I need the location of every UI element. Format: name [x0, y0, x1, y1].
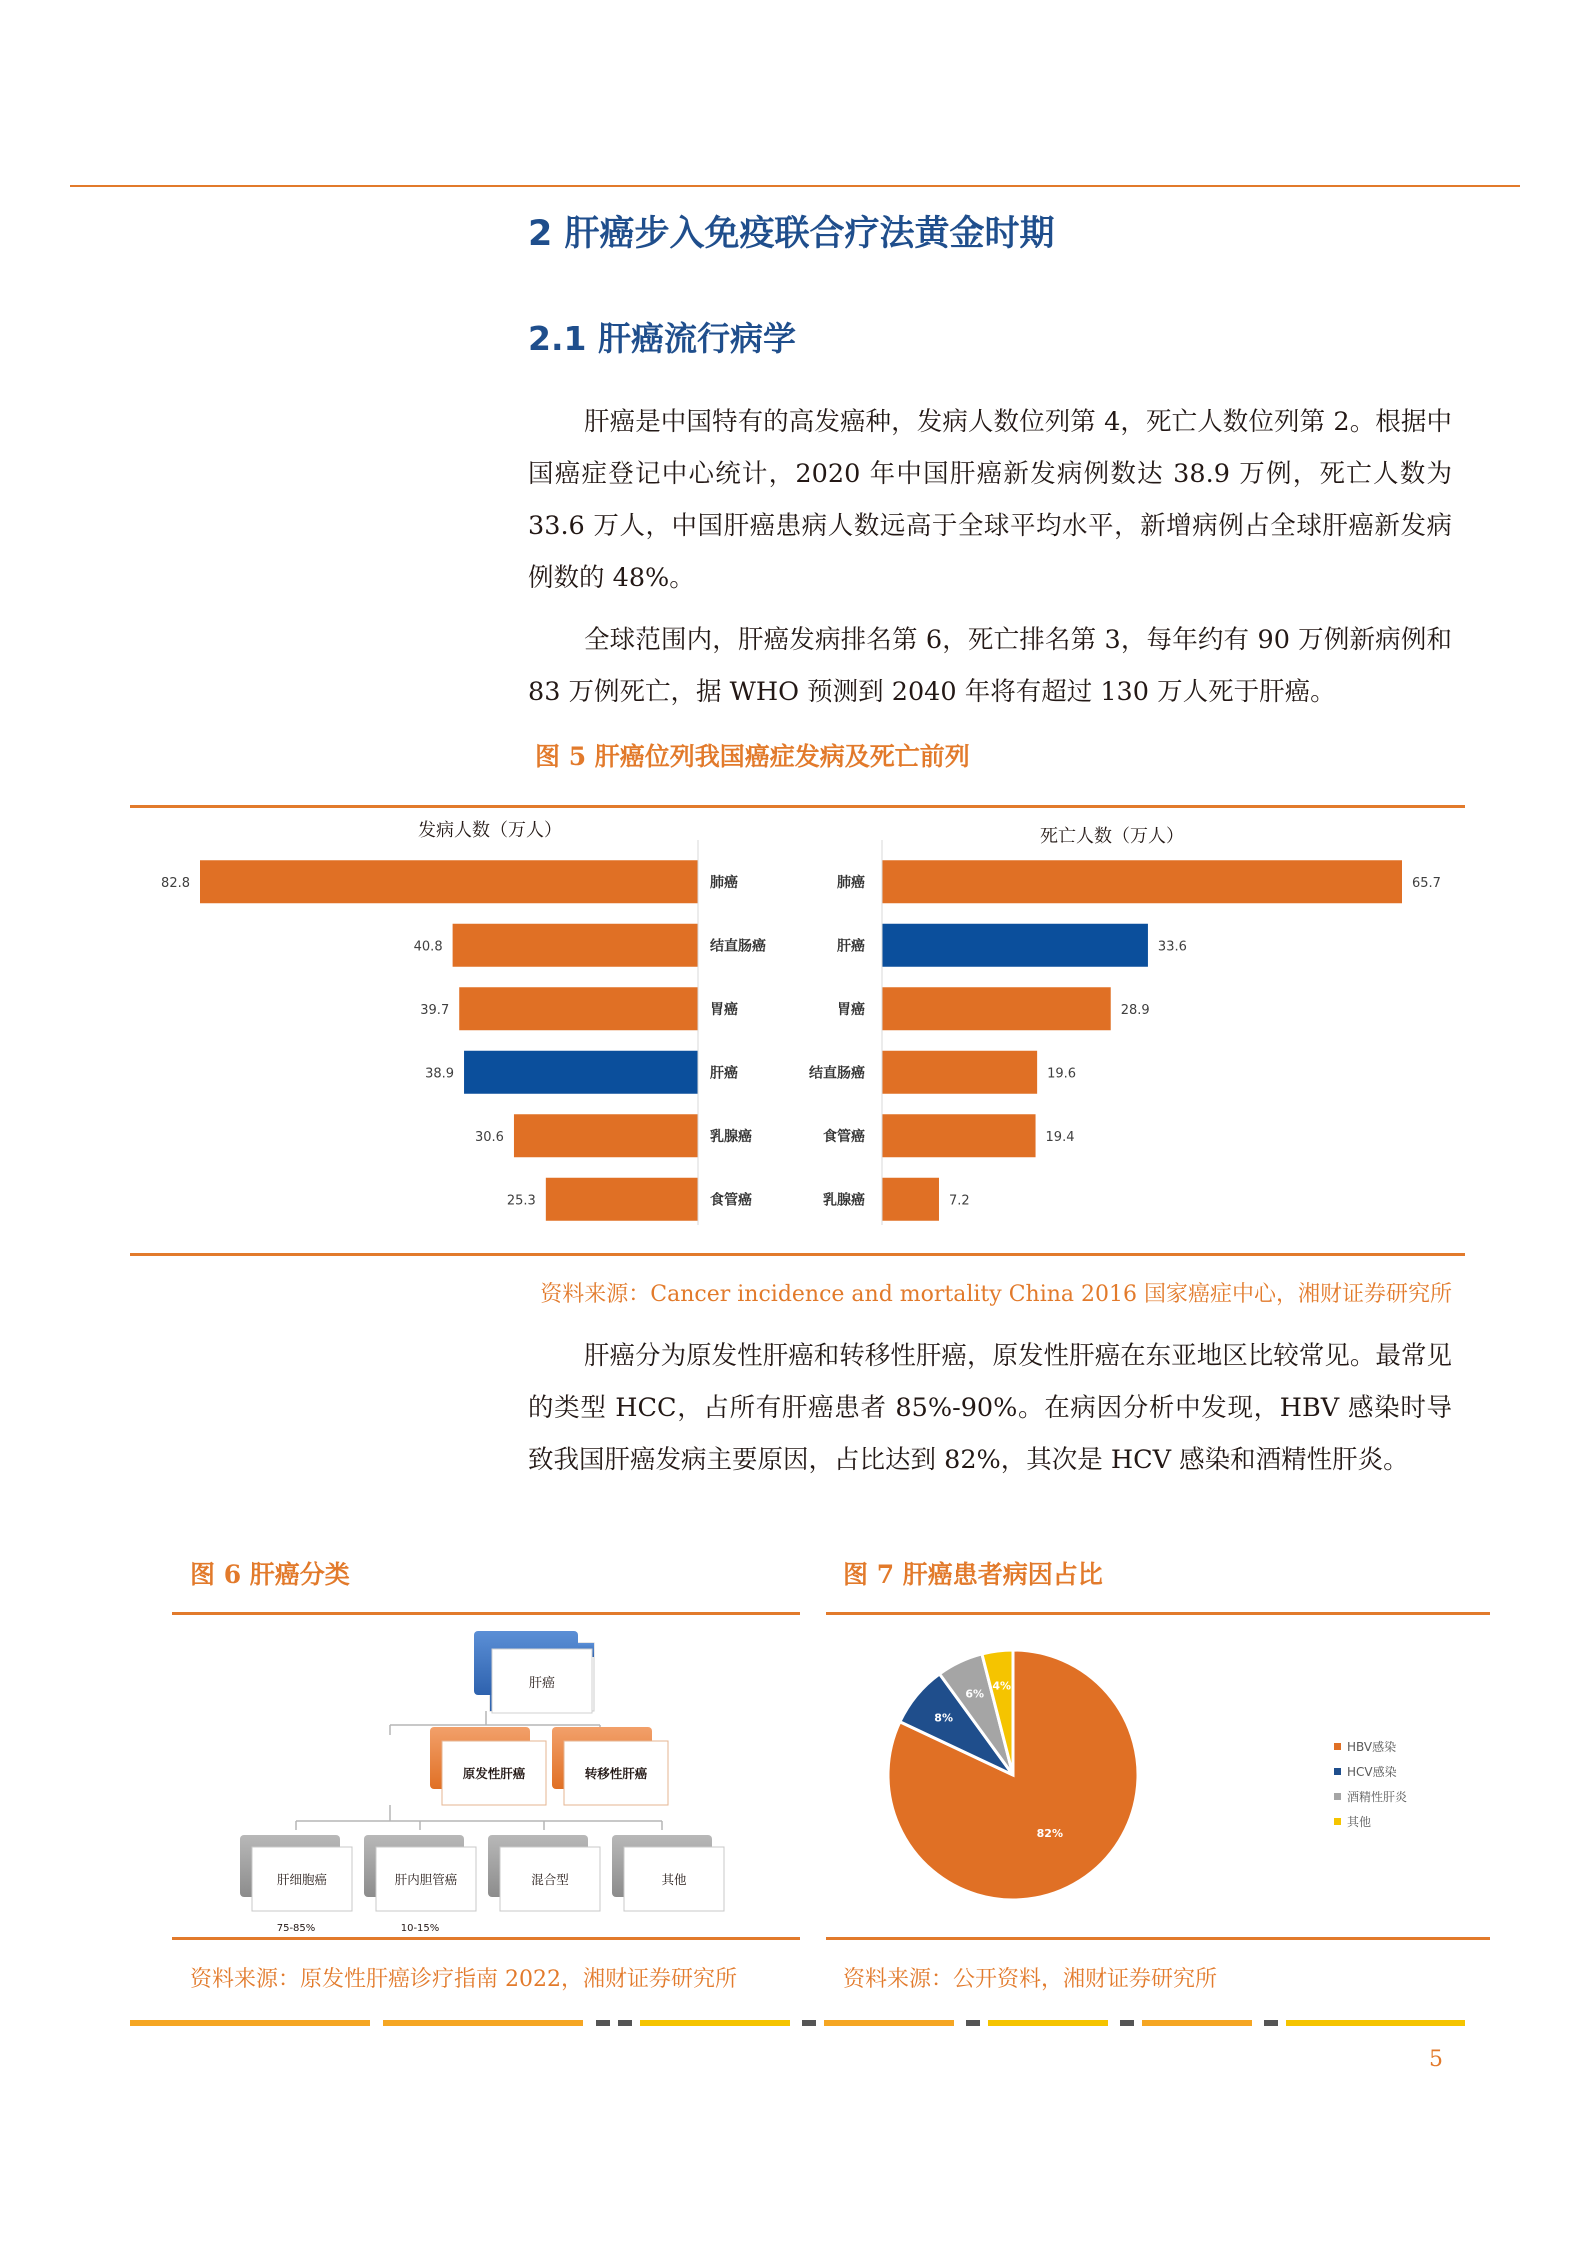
- value-label: 40.8: [413, 939, 443, 955]
- category-label: 肝癌: [710, 1065, 738, 1082]
- value-label: 33.6: [1157, 939, 1187, 955]
- value-label: 65.7: [1412, 875, 1441, 891]
- svg-text:肝细胞癌: 肝细胞癌: [276, 1872, 328, 1887]
- fig7-source: 资料来源：公开资料，湘财证券研究所: [843, 1967, 1218, 1992]
- legend-label: 其他: [1347, 1815, 1372, 1829]
- subsection-heading: 2.1 肝癌流行病学: [528, 319, 796, 358]
- pie-data-label: 4%: [992, 1679, 1012, 1693]
- node-liver-cancer: [474, 1631, 594, 1713]
- fig5-source: 资料来源：Cancer incidence and mortality China 2016 国家癌症中心，湘财证券研究所: [540, 1282, 1452, 1307]
- svg-text:原发性肝癌: 原发性肝癌: [462, 1766, 526, 1781]
- value-label: 82.8: [161, 875, 190, 891]
- value-label: 25.3: [506, 1193, 536, 1209]
- category-label: 肺癌: [710, 874, 738, 891]
- pie-data-label: 8%: [934, 1711, 953, 1725]
- etiology-pie-chart: [826, 1625, 1490, 1935]
- value-label: 39.7: [420, 1002, 450, 1018]
- incidence-chart-title: 发病人数（万人）: [418, 820, 562, 841]
- bar-食管癌: [546, 1178, 698, 1221]
- bar-肺癌: [200, 860, 698, 903]
- fig7-bottom-rule: [826, 1937, 1490, 1940]
- svg-text:其他: 其他: [661, 1872, 687, 1887]
- footer-stripe: [130, 2020, 1465, 2030]
- node-other: [612, 1835, 724, 1911]
- category-label: 结直肠癌: [809, 1065, 865, 1082]
- node-hepatocellular-carcinoma: [240, 1835, 352, 1911]
- fig7-title: 图 7 肝癌患者病因占比: [843, 1560, 1103, 1589]
- category-label: 胃癌: [837, 1001, 865, 1018]
- category-label: 食管癌: [823, 1128, 865, 1145]
- value-label: 7.2: [948, 1193, 970, 1209]
- fig6-title: 图 6 肝癌分类: [190, 1560, 350, 1589]
- node-intrahepatic-cholangiocarcinoma: [364, 1835, 476, 1911]
- fig7-top-rule: [826, 1612, 1490, 1615]
- svg-text:混合型: 混合型: [531, 1872, 569, 1887]
- bar-胃癌: [459, 987, 698, 1030]
- node-primary-liver-cancer: [430, 1727, 546, 1805]
- paragraph-3: 肝癌分为原发性肝癌和转移性肝癌，原发性肝癌在东亚地区比较常见。最常见的类型 HCC，占所有肝癌患者 85%-90%。在病因分析中发现，HBV 感染时导致我国肝癌发病主要原因，占比达到 82%，其次是 HCV 感染和酒精性肝炎。: [528, 1341, 1452, 1475]
- category-label: 肺癌: [837, 874, 865, 891]
- svg-text:肝内胆管癌: 肝内胆管癌: [394, 1872, 458, 1887]
- pie-data-label: 82%: [1036, 1827, 1064, 1841]
- fig5-title: 图 5 肝癌位列我国癌症发病及死亡前列: [535, 742, 970, 771]
- mortality-bar-chart: [800, 840, 1460, 1225]
- value-label: 19.6: [1047, 1066, 1077, 1082]
- mortality-chart-title: 死亡人数（万人）: [1040, 826, 1184, 847]
- bar-乳腺癌: [514, 1114, 698, 1157]
- fig5-top-rule: [130, 805, 1465, 808]
- bar-肺癌: [882, 860, 1402, 903]
- liver-cancer-classification-diagram: [172, 1625, 800, 1945]
- paragraph-1: 肝癌是中国特有的高发癌种，发病人数位列第 4，死亡人数位列第 2。根据中国癌症登记中心统计，2020 年中国肝癌新发病例数达 38.9 万例，死亡人数为 33.6 万人，中国肝癌患病人数远高于全球平均水平，新增病例占全球肝癌新发病例数的 48%。: [528, 407, 1452, 593]
- legend-label: 酒精性肝炎: [1347, 1790, 1408, 1804]
- bar-食管癌: [882, 1114, 1036, 1157]
- fig6-top-rule: [172, 1612, 800, 1615]
- category-label: 肝癌: [837, 938, 865, 955]
- page-number: 5: [1429, 2047, 1443, 2072]
- value-label: 28.9: [1120, 1002, 1150, 1018]
- legend-swatch: [1334, 1743, 1341, 1750]
- node-label: 肝癌: [528, 1676, 556, 1691]
- category-label: 胃癌: [710, 1001, 738, 1018]
- legend-swatch: [1334, 1793, 1341, 1800]
- bar-结直肠癌: [453, 924, 698, 967]
- value-label: 19.4: [1045, 1129, 1075, 1145]
- bar-肝癌: [464, 1051, 698, 1094]
- fig5-bottom-rule: [130, 1253, 1465, 1256]
- category-label: 乳腺癌: [823, 1192, 865, 1209]
- bar-结直肠癌: [882, 1051, 1037, 1094]
- legend-label: HBV感染: [1347, 1740, 1397, 1754]
- category-label: 食管癌: [710, 1192, 752, 1209]
- bar-肝癌: [882, 924, 1148, 967]
- incidence-bar-chart: [130, 840, 766, 1225]
- header-rule: [70, 185, 1520, 187]
- hcc-share-note: 75-85%: [276, 1923, 316, 1934]
- legend-swatch: [1334, 1768, 1341, 1775]
- svg-text:转移性肝癌: 转移性肝癌: [584, 1766, 648, 1781]
- category-label: 乳腺癌: [710, 1128, 752, 1145]
- fig6-bottom-rule: [172, 1937, 800, 1940]
- fig6-source: 资料来源：原发性肝癌诊疗指南 2022，湘财证券研究所: [190, 1967, 737, 1992]
- pie-data-label: 6%: [965, 1687, 985, 1701]
- legend-label: HCV感染: [1347, 1765, 1397, 1779]
- bar-胃癌: [882, 987, 1111, 1030]
- bar-乳腺癌: [882, 1178, 939, 1221]
- node-metastatic-liver-cancer: [552, 1727, 668, 1805]
- legend-swatch: [1334, 1818, 1341, 1825]
- value-label: 30.6: [475, 1129, 504, 1145]
- paragraph-2: 全球范围内，肝癌发病排名第 6，死亡排名第 3，每年约有 90 万例新病例和 83 万例死亡，据 WHO 预测到 2040 年将有超过 130 万人死于肝癌。: [528, 625, 1452, 707]
- icc-share-note: 10-15%: [400, 1923, 440, 1934]
- category-label: 结直肠癌: [710, 938, 766, 955]
- section-heading: 2 肝癌步入免疫联合疗法黄金时期: [528, 214, 1055, 254]
- value-label: 38.9: [425, 1066, 455, 1082]
- node-mixed-type: [488, 1835, 600, 1911]
